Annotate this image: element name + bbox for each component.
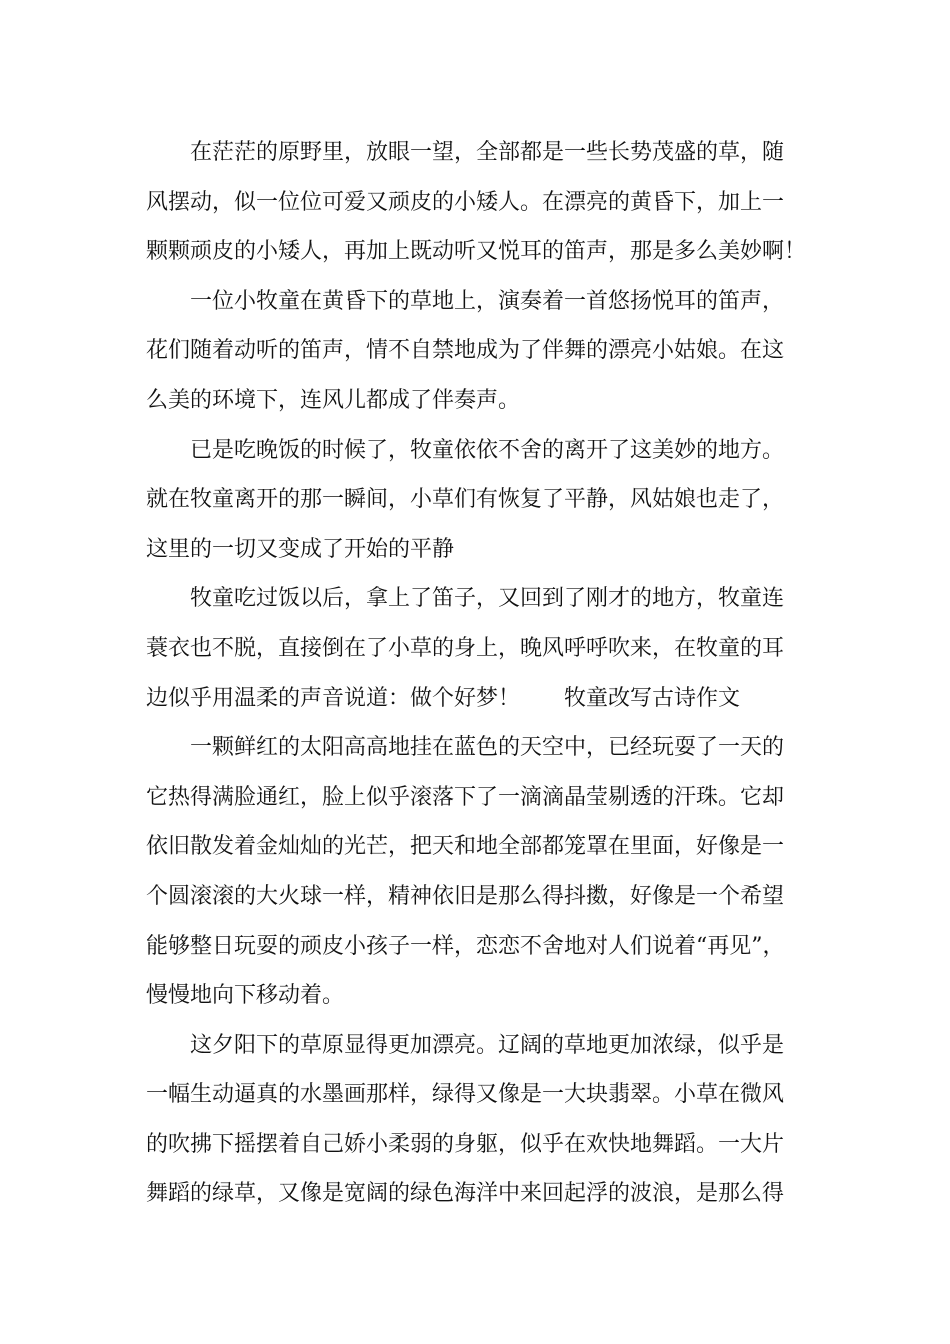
text-line: 个圆滚滚的大火球一样，精神依旧是那么得抖擞，好像是一个希望: [146, 883, 785, 909]
text-line: 蓑衣也不脱，直接倒在了小草的身上，晚风呼呼吹来，在牧童的耳: [146, 635, 785, 661]
text-line: 一位小牧童在黄昏下的草地上，演奏着一首悠扬悦耳的笛声，: [190, 288, 785, 314]
text-line: 在茫茫的原野里，放眼一望，全部都是一些长势茂盛的草，随: [190, 140, 785, 165]
text-line: 风摆动，似一位位可爱又顽皮的小矮人。在漂亮的黄昏下，加上一: [146, 189, 785, 215]
text-line: 花们随着动听的笛声，情不自禁地成为了伴舞的漂亮小姑娘。在这: [146, 338, 785, 364]
text-line: 的吹拂下摇摆着自己娇小柔弱的身躯，似乎在欢快地舞蹈。一大片: [146, 1131, 785, 1157]
text-line: 么美的环境下，连风儿都成了伴奏声。: [146, 387, 521, 413]
text-line-with-title: [146, 674, 826, 724]
text-line: 慢慢地向下移动着。: [146, 983, 345, 1009]
text-line: 牧童吃过饭以后，拿上了笛子，又回到了刚才的地方，牧童连: [190, 586, 785, 612]
text-line: 就在牧童离开的那一瞬间，小草们有恢复了平静，风姑娘也走了，: [146, 487, 785, 513]
text-line: 这夕阳下的草原显得更加漂亮。辽阔的草地更加浓绿，似乎是: [190, 1032, 785, 1058]
text-line: 舞蹈的绿草，又像是宽阔的绿色海洋中来回起浮的波浪，是那么得: [146, 1181, 785, 1207]
article-body: [146, 128, 826, 1219]
text-line: 它热得满脸通红，脸上似乎滚落下了一滴滴晶莹剔透的汗珠。它却: [146, 784, 785, 810]
inline-title: 牧童改写古诗作文: [564, 685, 741, 711]
text-line: 已是吃晚饭的时候了，牧童依依不舍的离开了这美妙的地方。: [190, 437, 785, 463]
text-line: 一幅生动逼真的水墨画那样，绿得又像是一大块翡翠。小草在微风: [146, 1082, 785, 1108]
text-line: 颗颗顽皮的小矮人，再加上既动听又悦耳的笛声，那是多么美妙啊！: [146, 239, 807, 265]
text-line: 一颗鲜红的太阳高高地挂在蓝色的天空中，已经玩耍了一天的: [190, 735, 785, 761]
text-fragment: 边似乎用温柔的声音说道：做个好梦！: [146, 685, 521, 711]
text-line: 这里的一切又变成了开始的平静: [146, 536, 455, 562]
text-line: 能够整日玩耍的顽皮小孩子一样，恋恋不舍地对人们说着“再见”，: [146, 933, 785, 959]
text-line: 依旧散发着金灿灿的光芒，把天和地全部都笼罩在里面，好像是一: [146, 834, 785, 860]
